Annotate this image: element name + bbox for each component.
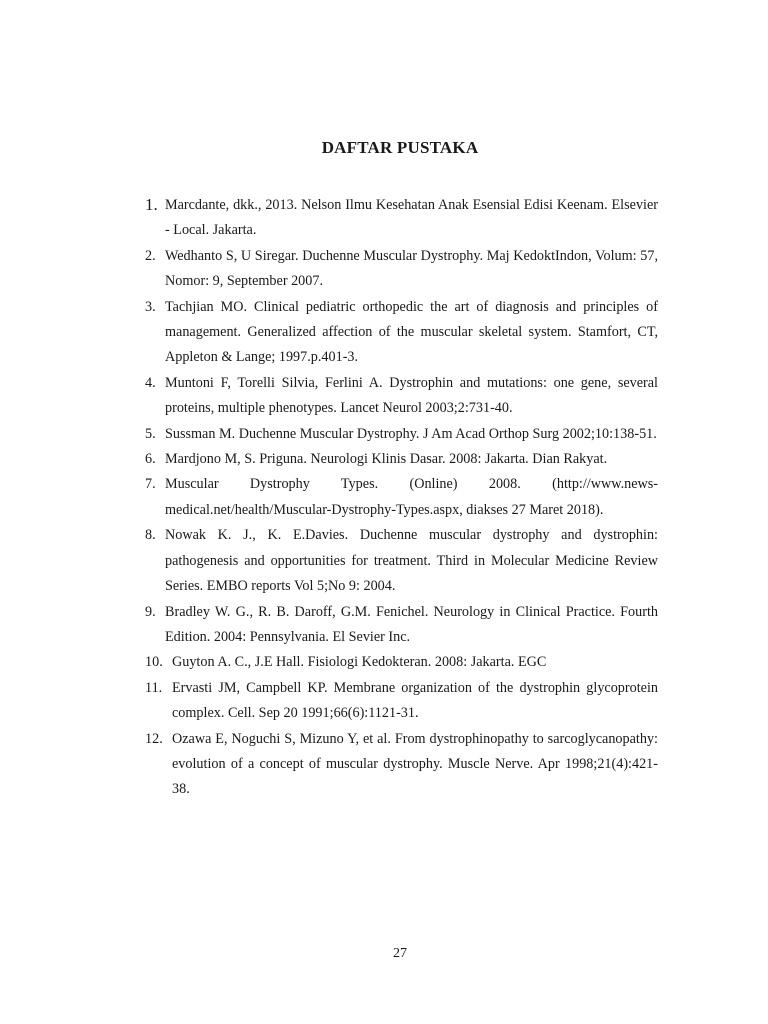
- reference-number: 11.: [145, 679, 163, 696]
- reference-item-9: [145, 600, 658, 651]
- reference-text: Muscular Dystrophy Types. (Online) 2008. (http://www.news-medical.net/health/Muscular-Dystrophy-Types.aspx, diakses 27 Maret 2018).: [165, 476, 658, 518]
- reference-item-12: [145, 727, 658, 803]
- reference-item-2: [145, 244, 658, 295]
- reference-text: Marcdante, dkk., 2013. Nelson Ilmu Kesehatan Anak Esensial Edisi Keenam. Elsevier - Local. Jakarta.: [165, 197, 658, 239]
- reference-text: Mardjono M, S. Priguna. Neurologi Klinis Dasar. 2008: Jakarta. Dian Rakyat.: [165, 451, 608, 468]
- reference-text: Wedhanto S, U Siregar. Duchenne Muscular Dystrophy. Maj KedoktIndon, Volum: 57, Nomor: 9, September 2007.: [165, 247, 658, 290]
- reference-item-3: [145, 295, 658, 371]
- reference-text: Muntoni F, Torelli Silvia, Ferlini A. Dystrophin and mutations: one gene, several proteins, multiple phenotypes. Lancet Neurol 2003;2:731-40.: [165, 374, 658, 417]
- reference-number: 10.: [145, 654, 163, 671]
- reference-item-11: [145, 676, 658, 727]
- reference-text: Nowak K. J., K. E.Davies. Duchenne muscular dystrophy and dystrophin: pathogenesis and opportunities for treatment. Third in Molecular Medicine Review Series. EMBO reports Vol 5;No 9: 2004.: [165, 527, 658, 595]
- reference-item-5: [145, 422, 658, 447]
- reference-number: 5.: [145, 425, 156, 442]
- reference-number: 4.: [145, 374, 156, 391]
- reference-text: Sussman M. Duchenne Muscular Dystrophy. J Am Acad Orthop Surg 2002;10:138-51.: [165, 425, 657, 442]
- reference-text: Ervasti JM, Campbell KP. Membrane organization of the dystrophin glycoprotein complex. Cell. Sep 20 1991;66(6):1121-31.: [172, 679, 658, 722]
- reference-text: Ozawa E, Noguchi S, Mizuno Y, et al. From dystrophinopathy to sarcoglycanopathy: evolution of a concept of muscular dystrophy. Muscle Nerve. Apr 1998;21(4):421-38.: [172, 730, 658, 798]
- reference-number: 6.: [145, 451, 156, 468]
- reference-item-1: [145, 193, 658, 244]
- reference-number: 1.: [145, 195, 158, 214]
- reference-number: 9.: [145, 603, 156, 620]
- reference-item-10: [145, 650, 658, 675]
- reference-number: 3.: [145, 298, 156, 315]
- reference-item-6: [145, 447, 658, 472]
- reference-text: Guyton A. C., J.E Hall. Fisiologi Kedokteran. 2008: Jakarta. EGC: [172, 654, 547, 671]
- reference-number: 7.: [145, 476, 156, 493]
- reference-number: 12.: [145, 730, 163, 747]
- reference-number: 8.: [145, 527, 156, 544]
- reference-text: Bradley W. G., R. B. Daroff, G.M. Fenichel. Neurology in Clinical Practice. Fourth Edition. 2004: Pennsylvania. El Sevier Inc.: [165, 603, 658, 645]
- reference-item-4: [145, 371, 658, 422]
- page-number: 27: [393, 946, 407, 961]
- reference-number: 2.: [145, 247, 156, 264]
- reference-list: [145, 193, 658, 803]
- page-title: DAFTAR PUSTAKA: [321, 138, 479, 157]
- reference-item-8: [145, 523, 658, 599]
- reference-text: Tachjian MO. Clinical pediatric orthopedic the art of diagnosis and principles of management. Generalized affection of the muscular skeletal system. Stamfort, CT, Appleton & Lange; 1997.p.401-3.: [165, 298, 658, 366]
- reference-item-7: [145, 472, 658, 523]
